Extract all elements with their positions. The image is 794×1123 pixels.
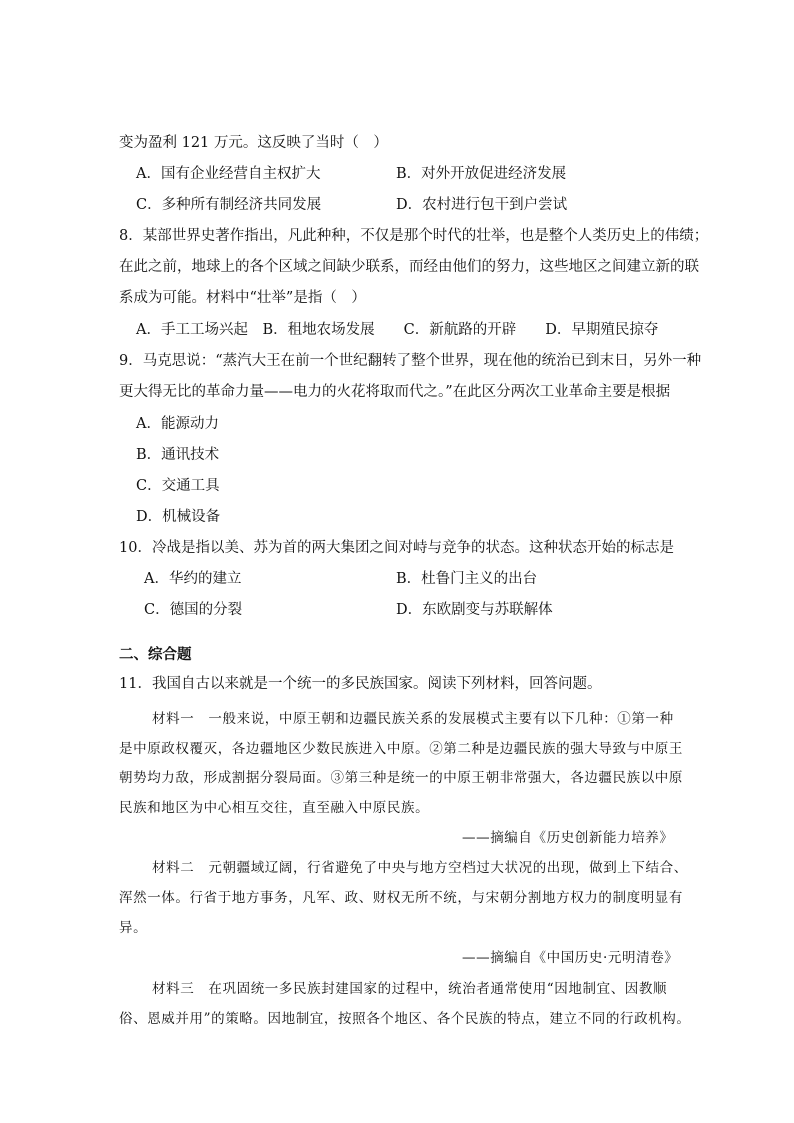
material-3-line-1: 材料三 在巩固统一多民族封建国家的过程中，统治者通常使用“因地制宜、因教顺: [152, 981, 668, 997]
q10-option-d: D．东欧剧变与苏联解体: [396, 602, 553, 618]
q7-continuation: 变为盈利 121 万元。这反映了当时（ ）: [119, 135, 388, 151]
q10-option-a: A．华约的建立: [144, 571, 242, 587]
q11-intro: 11．我国自古以来就是一个统一的多民族国家。阅读下列材料，回答问题。: [119, 676, 602, 692]
q8-line-1: 8．某部世界史著作指出，凡此种种，不仅是那个时代的壮举，也是整个人类历史上的伟绩；: [119, 228, 709, 244]
section-heading: 二、综合题: [119, 646, 192, 663]
material-2-line-1: 材料二 元朝疆域辽阔，行省避免了中央与地方空档过大状况的出现，做到上下结合、: [152, 860, 688, 876]
q8-line-3: 系成为可能。材料中“壮举”是指（ ）: [119, 290, 366, 306]
q9-line-2: 更大得无比的革命力量——电力的火花将取而代之。”在此区分两次工业革命主要是根据: [119, 384, 671, 400]
material-1-source: ——摘编自《历史创新能力培养》: [462, 830, 674, 846]
material-1-line-1: 材料一 一般来说，中原王朝和边疆民族关系的发展模式主要有以下几种：①第一种: [152, 711, 674, 727]
q10-option-b: B．杜鲁门主义的出台: [396, 571, 538, 587]
material-2-line-3: 异。: [119, 920, 148, 936]
q8-line-2: 在此之前，地球上的各个区域之间缺少联系，而经由他们的努力，这些地区之间建立新的联: [119, 259, 699, 275]
material-1-line-3: 朝势均力敌，形成割据分裂局面。③第三种是统一的中原王朝非常强大，各边疆民族以中原: [119, 770, 683, 786]
material-2-source: ——摘编自《中国历史·元明清卷》: [462, 950, 679, 966]
q7-option-b: B．对外开放促进经济发展: [396, 166, 567, 182]
material-1-line-4: 民族和地区为中心相互交往，直至融入中原民族。: [119, 800, 430, 816]
q9-option-c: C．交通工具: [136, 478, 220, 494]
q8-options: A．手工工场兴起 B．租地农场发展 C．新航路的开辟 D．早期殖民掠夺: [136, 322, 659, 338]
q9-option-b: B．通讯技术: [136, 447, 220, 463]
q10-line-1: 10．冷战是指以美、苏为首的两大集团之间对峙与竞争的状态。这种状态开始的标志是: [119, 540, 674, 556]
q10-option-c: C．德国的分裂: [144, 602, 243, 618]
material-2-line-2: 浑然一体。行省于地方事务，凡军、政、财权无所不统，与宋朝分割地方权力的制度明显有: [119, 890, 683, 906]
material-1-line-2: 是中原政权覆灭，各边疆地区少数民族进入中原。②第二种是边疆民族的强大导致与中原王: [119, 741, 683, 757]
q9-option-a: A．能源动力: [136, 416, 219, 432]
q9-line-1: 9．马克思说：“蒸汽大王在前一个世纪翻转了整个世界，现在他的统治已到末日，另外一种: [119, 353, 702, 369]
material-3-line-2: 俗、恩威并用”的策略。因地制宜，按照各个地区、各个民族的特点，建立不同的行政机构。: [119, 1011, 691, 1027]
q7-option-d: D．农村进行包干到户尝试: [396, 197, 568, 213]
q7-option-a-main: A．国有企业经营自主权扩大: [136, 166, 321, 182]
q9-option-d: D．机械设备: [136, 509, 221, 525]
q7-option-c: C．多种所有制经济共同发展: [136, 197, 322, 213]
